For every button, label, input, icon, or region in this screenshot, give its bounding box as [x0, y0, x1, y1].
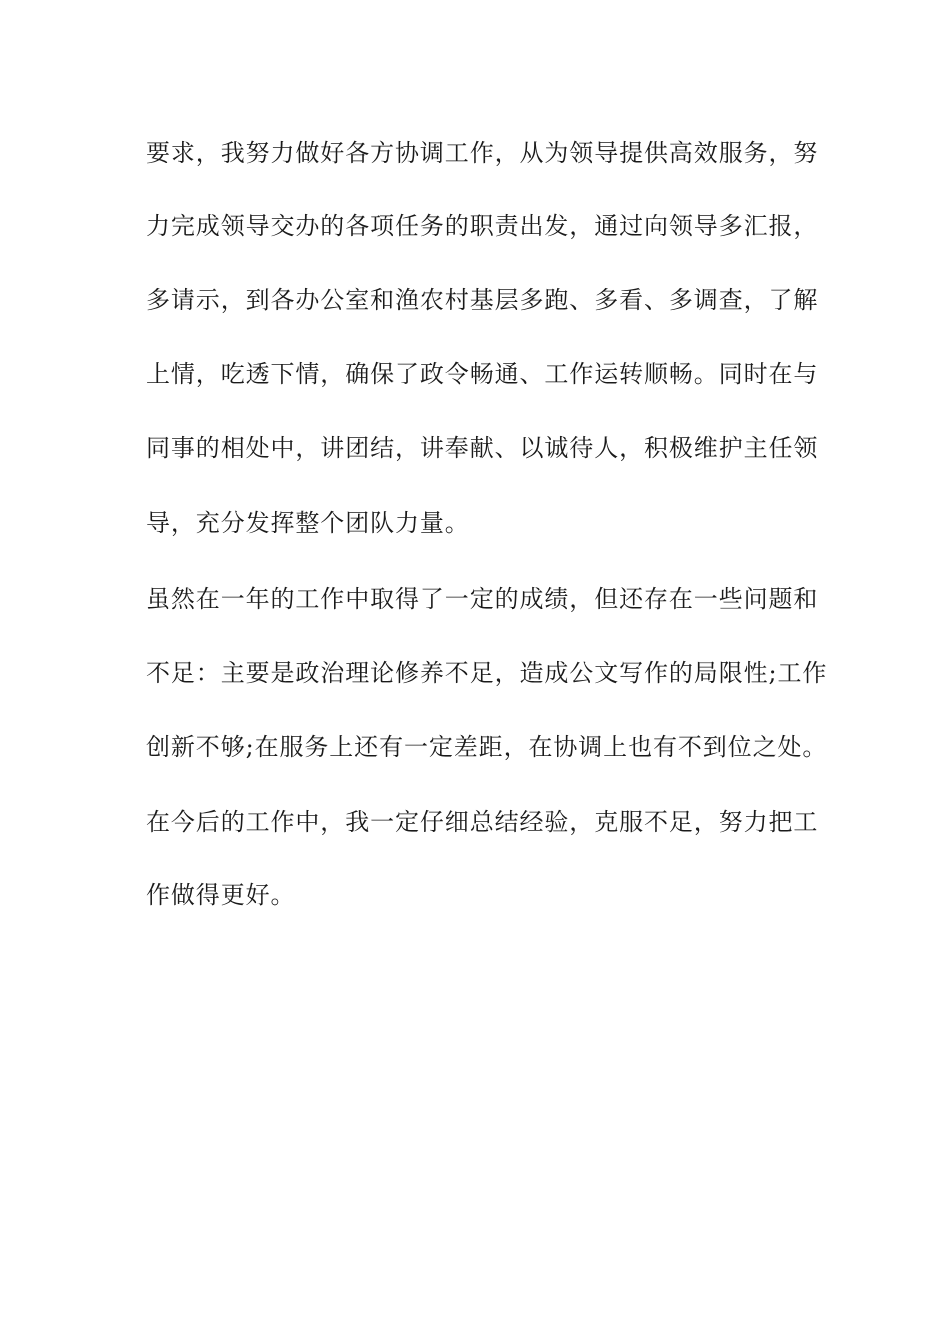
text-line: 作做得更好。 [146, 881, 296, 909]
text-line: 在今后的工作中，我一定仔细总结经验，克服不足，努力把工 [146, 808, 819, 836]
text-line: 力完成领导交办的各项任务的职责出发，通过向领导多汇报， [146, 212, 819, 240]
text-line: 创新不够;在服务上还有一定差距，在协调上也有不到位之处。 [146, 733, 828, 761]
text-line: 导，充分发挥整个团队力量。 [146, 509, 470, 537]
text-line: 要求，我努力做好各方协调工作，从为领导提供高效服务，努 [146, 139, 819, 167]
text-line: 同事的相处中，讲团结，讲奉献、以诚待人，积极维护主任领 [146, 434, 819, 462]
text-line: 不足：主要是政治理论修养不足，造成公文写作的局限性;工作 [146, 659, 828, 687]
text-line: 上情，吃透下情，确保了政令畅通、工作运转顺畅。同时在与 [146, 360, 819, 388]
text-line: 多请示，到各办公室和渔农村基层多跑、多看、多调查，了解 [146, 286, 819, 314]
text-line: 虽然在一年的工作中取得了一定的成绩，但还存在一些问题和 [146, 585, 819, 613]
